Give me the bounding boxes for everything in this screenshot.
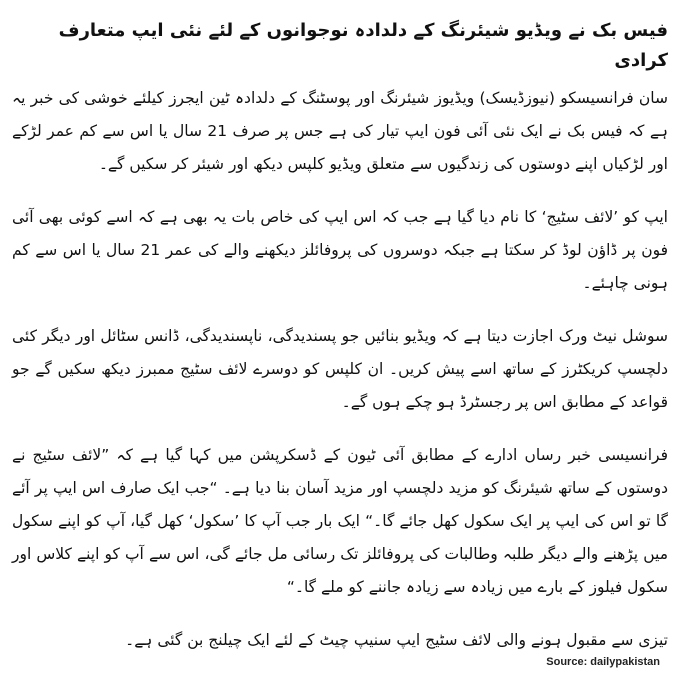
article-paragraph-2: ایپ کو ’لائف سٹیج‘ کا نام دیا گیا ہے جب کہ اس ایپ کی خاص بات یہ بھی ہے کہ اسے کوئی بھی آئی فون پر ڈاﺅن لوڈ کر سکتا ہے جبکہ دوسروں کی پروفائلز دیکھنے والے کی عمر 21 سال یا اس سے کم ہونی چاہئے۔: [12, 208, 668, 292]
article-paragraph-3: سوشل نیٹ ورک اجازت دیتا ہے کہ ویڈیو بنائیں جو پسندیدگی، ناپسندیدگی، ڈانس سٹائل اور دیگر کئی دلچسپ کریکٹرز کے ساتھ اسے پیش کریں۔ ان کلپس کو دوسرے لائف سٹیج ممبرز دیکھ سکیں گے جو قواعد کے مطابق اس پر رجسٹرڈ ہو چکے ہوں گے۔: [12, 327, 668, 411]
article-paragraph-1: سان فرانسیسکو (نیوزڈیسک) ویڈیوز شیئرنگ اور پوسٹنگ کے دلدادہ ٹین ایجرز کیلئے خوشی کی خبر یہ ہے کہ فیس بک نے ایک نئی آئی فون ایپ تیار کی ہے جس پر صرف 21 سال یا اس سے کم عمر لڑکے اور لڑکیاں اپنے دوستوں کی زندگیوں سے متعلق ویڈیو کلپس دیکھ اور شیئر کر سکیں گے۔: [12, 89, 668, 173]
article-paragraph-4: فرانسیسی خبر رساں ادارے کے مطابق آئی ٹیون کے ڈسکرپشن میں کہا گیا ہے کہ ”لائف سٹیج نے دوستوں کے ساتھ شیئرنگ کو مزید دلچسپ اور مزید آسان بنا دیا ہے۔ “جب ایک صارف اس ایپ پر آئے گا تو اس کی ایپ پر ایک سکول کھل جائے گا۔“ ایک بار جب آپ کا ’سکول‘ کھل گیا، آپ کو اپنے سکول میں پڑھنے والے دیگر طلبہ وطالبات کی پروفائلز تک رسائی مل جائے گی، اس سے آپ کو اپنے کلاس اور سکول فیلوز کے بارے میں زیادہ سے زیادہ جاننے کو ملے گا۔“: [12, 446, 668, 596]
article-paragraph-5: تیزی سے مقبول ہونے والی لائف سٹیج ایپ سنیپ چیٹ کے لئے ایک چیلنج بن گئی ہے۔: [125, 631, 668, 649]
article-headline: فیس بک نے ویڈیو شیئرنگ کے دلدادہ نوجوانوں کے لئے نئی ایپ متعارف کرادی: [58, 20, 668, 71]
article: [12, 16, 668, 677]
source-credit: Source: dailypakistan: [546, 656, 660, 668]
